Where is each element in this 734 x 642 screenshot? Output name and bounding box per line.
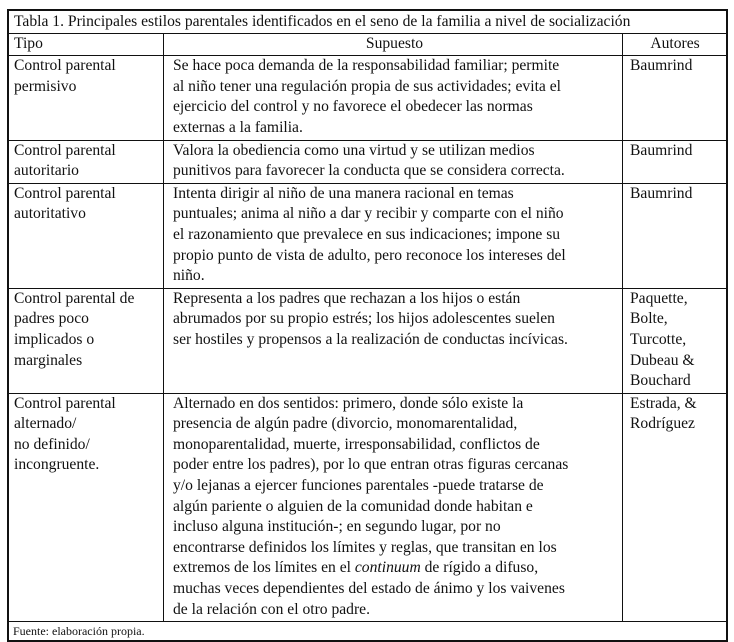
cell-autores <box>623 140 728 183</box>
cell-line: Se hace poca demanda de la responsabilidad familiar; permite <box>173 57 560 75</box>
cell-line: implicados o <box>14 330 95 348</box>
cell-line: Dubeau & <box>630 351 695 369</box>
cell-line: Control parental de <box>14 289 135 307</box>
cell-line: Control parental <box>14 141 116 159</box>
cell-line: no definido/ <box>14 435 90 453</box>
header-autores: Autores <box>623 33 728 56</box>
cell-line: Turcotte, <box>630 330 687 348</box>
table-row <box>8 56 727 140</box>
cell-line: ejercicio del control y no favorece el obedecer las normas <box>173 98 533 116</box>
cell-line: marginales <box>14 351 83 369</box>
cell-line: encontrarse definidos los límites y reglas, que transitan en los <box>173 538 557 556</box>
table-row <box>8 140 727 183</box>
cell-line: Paquette, <box>630 289 688 307</box>
cell-line: de la relación con el otro padre. <box>173 600 370 618</box>
cell-line: algún pariente o alguien de la comunidad donde habitan e <box>173 497 533 515</box>
cell-line: alternado/ <box>14 415 77 433</box>
cell-line: Alternado en dos sentidos: primero, donde sólo existe la <box>173 394 524 412</box>
cell-line <box>173 558 616 579</box>
cell-line: Baumrind <box>630 184 693 202</box>
cell-line: Control parental <box>14 57 116 75</box>
cell-line: Intenta dirigir al niño de una manera racional en temas <box>173 184 514 202</box>
cell-line: Bouchard <box>630 372 691 390</box>
cell-line: Representa a los padres que rechazan a los hijos o están <box>173 289 521 307</box>
cell-line: monoparentalidad, muerte, irresponsabilidad, conflictos de <box>173 435 540 453</box>
cell-line: poder entre los padres), por lo que entran otras figuras cercanas <box>173 456 569 474</box>
cell-line: ser hostiles y propensos a la realización de conductas incívicas. <box>173 330 568 348</box>
line-part: extremos de los límites en el <box>173 559 355 577</box>
table-header-row <box>8 33 727 56</box>
table-title-row <box>8 10 727 33</box>
cell-line: incongruente. <box>14 456 100 474</box>
cell-autores <box>623 56 728 140</box>
cell-tipo <box>8 140 164 183</box>
cell-line: Bolte, <box>630 310 668 328</box>
cell-line: muchas veces dependientes del estado de ánimo y los vaivenes <box>173 580 565 598</box>
cell-line: puntuales; anima al niño a dar y recibir y comparte con el niño <box>173 205 564 223</box>
cell-supuesto <box>164 393 623 622</box>
cell-supuesto <box>164 56 623 140</box>
cell-line: autoritario <box>14 162 79 180</box>
cell-line: incluso alguna institución-; en segundo lugar, por no <box>173 518 501 536</box>
cell-line: Baumrind <box>630 141 693 159</box>
cell-line: padres poco <box>14 310 89 328</box>
cell-line: punitivos para favorecer la conducta que se considera correcta. <box>173 162 565 180</box>
line-part: de rígido a difuso, <box>420 559 539 577</box>
cell-line: presencia de algún padre (divorcio, monomarentalidad, <box>173 415 518 433</box>
cell-line: Estrada, & <box>630 394 697 412</box>
cell-autores <box>623 288 728 393</box>
cell-line: permisivo <box>14 77 77 95</box>
cell-line: Rodríguez <box>630 415 695 433</box>
cell-line: Control parental <box>14 394 116 412</box>
cell-supuesto <box>164 183 623 288</box>
cell-tipo <box>8 183 164 288</box>
cell-tipo <box>8 56 164 140</box>
italic-term: continuum <box>354 559 421 577</box>
cell-line: abrumados por su propio estrés; los hijos adolescentes suelen <box>173 310 555 328</box>
cell-supuesto <box>164 288 623 393</box>
cell-supuesto <box>164 140 623 183</box>
cell-tipo <box>8 288 164 393</box>
header-supuesto: Supuesto <box>164 33 623 56</box>
cell-line: externas a la familia. <box>173 118 303 136</box>
table-row <box>8 183 727 288</box>
cell-line: al niño tener una regulación propia de sus actividades; evita el <box>173 77 561 95</box>
cell-autores <box>623 183 728 288</box>
cell-line: Baumrind <box>630 57 693 75</box>
table-row <box>8 288 727 393</box>
cell-line: autoritativo <box>14 205 86 223</box>
table-title: Tabla 1. Principales estilos parentales identificados en el seno de la familia a nivel de socialización <box>8 10 727 33</box>
table-footer-row <box>8 622 727 642</box>
cell-line: el razonamiento que prevalece en sus indicaciones; impone su <box>173 225 561 243</box>
header-tipo: Tipo <box>8 33 164 56</box>
cell-line: Valora la obediencia como una virtud y se utilizan medios <box>173 141 535 159</box>
table-row <box>8 393 727 622</box>
table-source-note: Fuente: elaboración propia. <box>8 622 727 642</box>
cell-autores <box>623 393 728 622</box>
cell-line: y/o lejanas a ejercer funciones parentales -puede tratarse de <box>173 477 544 495</box>
cell-line: Control parental <box>14 184 116 202</box>
cell-tipo <box>8 393 164 622</box>
parenting-styles-table <box>7 9 728 642</box>
cell-line: propio punto de vista de adulto, pero reconoce los intereses del <box>173 246 566 264</box>
cell-line: niño. <box>173 267 205 285</box>
